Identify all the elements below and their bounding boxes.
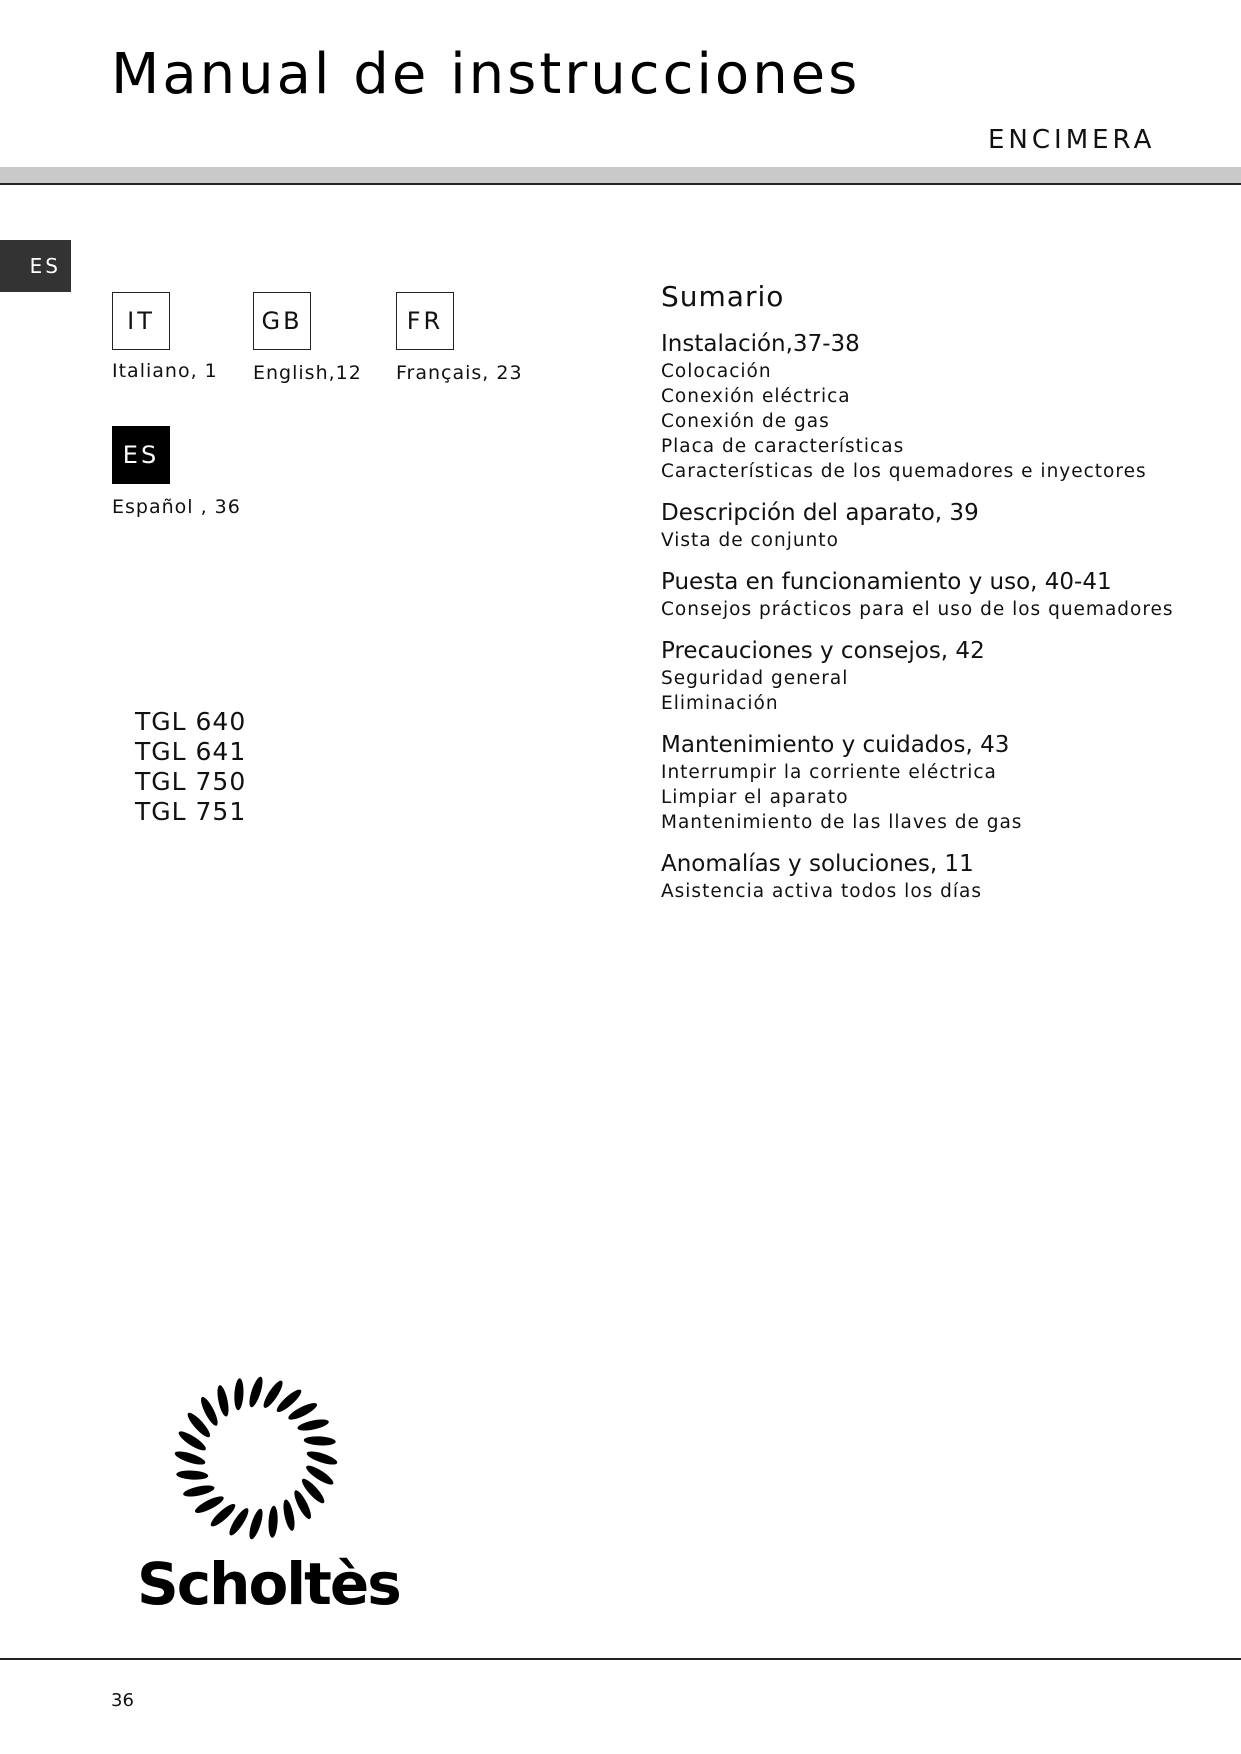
logo-ray [176, 1470, 208, 1481]
language-label-it: Italiano, 1 [112, 360, 218, 382]
logo-ray [173, 1449, 206, 1467]
toc-heading: Mantenimiento y cuidados, 43 [661, 732, 1010, 758]
logo-ray [234, 1378, 245, 1410]
toc-section-description [661, 498, 1221, 553]
model-name: TGL 641 [135, 737, 247, 766]
toc-section-troubleshooting [661, 849, 1221, 904]
header-rule [0, 183, 1241, 185]
toc-heading: Puesta en funcionamiento y uso, 40-41 [661, 569, 1112, 595]
toc-heading: Precauciones y consejos, 42 [661, 638, 985, 664]
toc-heading: Anomalías y soluciones, 11 [661, 851, 974, 877]
table-of-contents [661, 280, 1221, 918]
model-name: TGL 640 [135, 707, 247, 736]
toc-section-maintenance [661, 730, 1221, 835]
logo-ray [182, 1483, 215, 1498]
language-box-fr: FR [396, 292, 454, 350]
toc-item: Mantenimiento de las llaves de gas [661, 812, 1023, 833]
toc-heading: Instalación,37-38 [661, 331, 860, 357]
product-category: ENCIMERA [988, 125, 1156, 155]
toc-item: Interrumpir la corriente eléctrica [661, 762, 997, 783]
language-box-it: IT [112, 292, 170, 350]
toc-heading: Descripción del aparato, 39 [661, 500, 979, 526]
page-number: 36 [111, 1690, 134, 1711]
toc-title: Sumario [661, 280, 785, 313]
toc-item: Colocación [661, 361, 772, 382]
toc-section-precautions [661, 636, 1221, 716]
model-name: TGL 751 [135, 797, 247, 826]
language-box-es: ES [112, 426, 170, 484]
footer-rule [0, 1658, 1241, 1660]
toc-item: Características de los quemadores e inyectores [661, 461, 1147, 482]
logo-ray [281, 1499, 296, 1532]
toc-item: Limpiar el aparato [661, 787, 849, 808]
toc-item: Vista de conjunto [661, 530, 839, 551]
logo-ray [215, 1384, 230, 1417]
logo-ray [247, 1375, 265, 1408]
brand-name: Scholtès [137, 1550, 400, 1618]
logo-ray [268, 1506, 279, 1538]
language-label-es: Español , 36 [112, 496, 241, 518]
language-label-fr: Français, 23 [396, 362, 523, 384]
logo-ray [304, 1436, 336, 1447]
model-name: TGL 750 [135, 767, 247, 796]
toc-item: Conexión de gas [661, 411, 830, 432]
model-list [135, 707, 246, 827]
toc-item: Eliminación [661, 693, 779, 714]
toc-section-operation [661, 567, 1221, 622]
language-side-tab: ES [0, 240, 71, 292]
language-label-gb: English,12 [253, 362, 362, 384]
header-band [0, 167, 1241, 183]
toc-item: Conexión eléctrica [661, 386, 851, 407]
document-title: Manual de instrucciones [111, 42, 861, 107]
logo-ray [305, 1449, 338, 1467]
toc-item: Placa de características [661, 436, 905, 457]
toc-section-installation [661, 329, 1221, 484]
logo-ray [247, 1507, 265, 1540]
toc-item: Asistencia activa todos los días [661, 881, 983, 902]
toc-item: Seguridad general [661, 668, 849, 689]
language-box-gb: GB [253, 292, 311, 350]
toc-item: Consejos prácticos para el uso de los quemadores [661, 599, 1174, 620]
logo-ray [297, 1417, 330, 1432]
